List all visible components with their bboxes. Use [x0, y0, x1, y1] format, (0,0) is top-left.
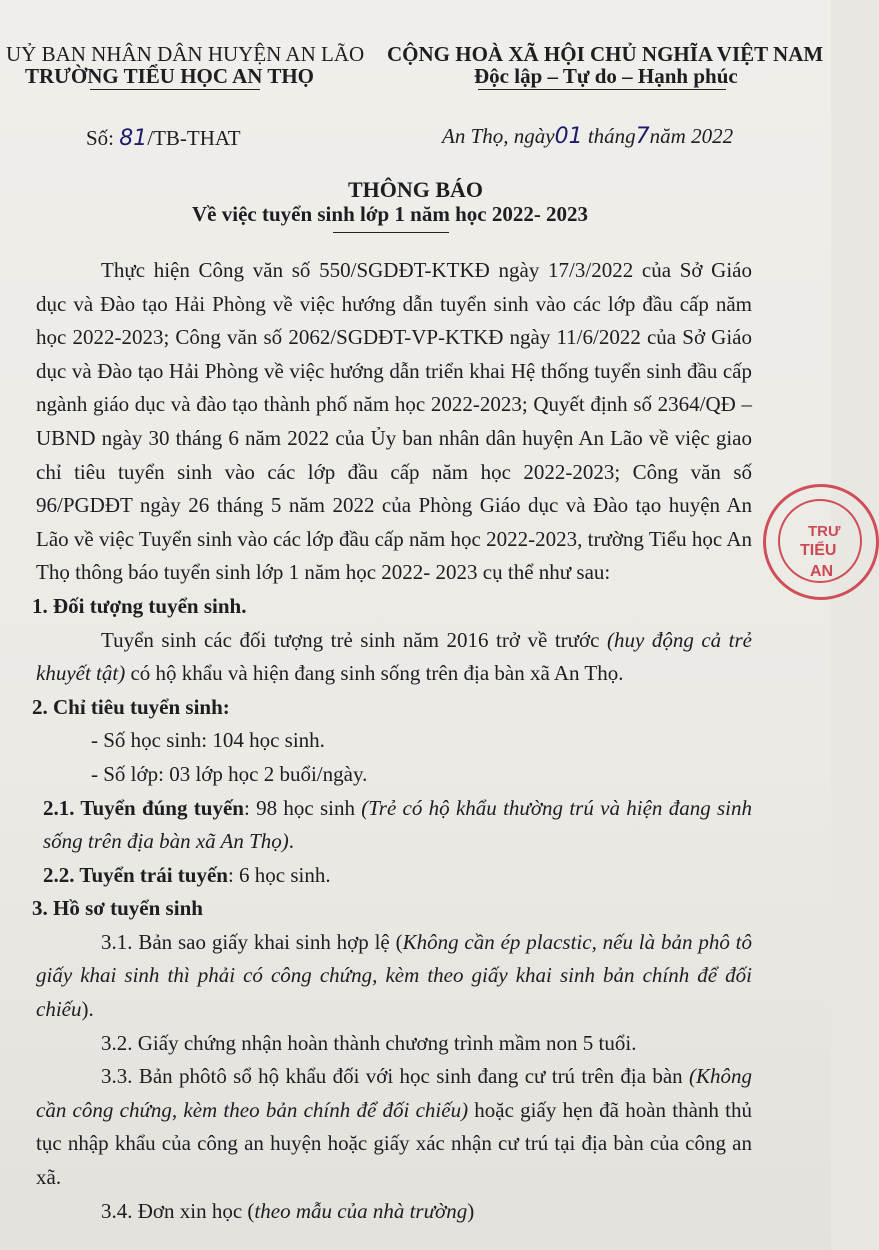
- s3-1-text-b: ).: [81, 997, 94, 1022]
- agency-name: UỶ BAN NHÂN DÂN HUYỆN AN LÃO: [6, 42, 365, 66]
- s3-1-italic: Không cần ép placstic, nếu là bản phô tô giấy khai sinh thì phải có công chứng, kèm theo giấy khai sinh bản chính để đối chiếu: [36, 929, 752, 1022]
- date-day-handwritten: 01: [554, 124, 583, 149]
- section-1-text: [36, 624, 752, 691]
- doc-date: [442, 124, 733, 149]
- s3-3-text-a: 3.3. Bản phôtô sổ hộ khẩu đối với học sinh đang cư trú trên địa bàn: [101, 1064, 689, 1089]
- section-1-heading: 1. Đối tượng tuyển sinh.: [32, 593, 247, 618]
- seal-text-2: TIỂU: [800, 542, 837, 559]
- s1-text-b: có hộ khẩu và hiện đang sinh sống trên địa bàn xã An Thọ.: [125, 661, 624, 686]
- s3-4-text-a: 3.4. Đơn xin học (: [101, 1198, 255, 1223]
- doc-subtitle: Về việc tuyển sinh lớp 1 năm học 2022- 2023: [192, 202, 589, 226]
- seal-text-3: AN: [810, 563, 834, 580]
- doc-title: THÔNG BÁO: [347, 177, 484, 202]
- doc-number-prefix: Số:: [86, 126, 120, 150]
- school-name-underline: [90, 89, 260, 90]
- s2-1-italic: (Trẻ có hộ khẩu thường trú và hiện đang sinh sống trên địa bàn xã An Thọ): [43, 795, 752, 854]
- s3-2-paragraph: 3.2. Giấy chứng nhận hoàn thành chương trình mầm non 5 tuổi.: [101, 1030, 637, 1055]
- date-place: An Thọ, ngày: [442, 124, 555, 148]
- s1-text-italic: (huy động cả trẻ khuyết tật): [36, 627, 753, 686]
- s2-2-text: : 6 học sinh.: [227, 862, 331, 887]
- subtitle-underline: [333, 232, 449, 233]
- doc-number-handwritten: 81: [119, 126, 148, 151]
- s1-text-a: Tuyển sinh các đối tượng trẻ sinh năm 2016 trở về trước: [101, 627, 607, 652]
- doc-number-suffix: /TB-THAT: [147, 126, 241, 150]
- s2-2-paragraph: [36, 859, 752, 893]
- s3-4-paragraph: [36, 1195, 752, 1229]
- section-2-heading: 2. Chỉ tiêu tuyển sinh:: [32, 694, 230, 719]
- intro-paragraph: Thực hiện Công văn số 550/SGDĐT-KTKĐ ngày 17/3/2022 của Sở Giáo dục và Đào tạo Hải Phòng về việc hướng dẫn tuyển sinh vào các lớp đầu cấp năm học 2022-2023; Công văn số 2062/SGDĐT-VP-KTKĐ ngày 11/6/2022 của Sở Giáo dục và Đào tạo Hải Phòng về việc hướng dẫn triển khai Hệ thống tuyển sinh đầu cấp ngành giáo dục và đào tạo thành phố năm học 2022-2023; Quyết định số 2364/QĐ –UBND ngày 30 tháng 6 năm 2022 của Ủy ban nhân dân huyện An Lão về việc giao chỉ tiêu tuyển sinh vào các lớp đầu cấp năm học 2022-2023; Công văn số 96/PGDĐT ngày 26 tháng 5 năm 2022 của Phòng Giáo dục và Đào tạo huyện An Lão về việc Tuyển sinh vào các lớp đầu cấp năm học 2022-2023, trường Tiểu học An Thọ thông báo tuyển sinh lớp 1 năm học 2022- 2023 cụ thể như sau:: [36, 258, 752, 585]
- doc-body: [32, 254, 753, 1228]
- s2-1-paragraph: [36, 792, 752, 859]
- seal-text-1: TRƯ: [808, 523, 841, 540]
- national-title: CỘNG HOÀ XÃ HỘI CHỦ NGHĨA VIỆT NAM: [387, 42, 824, 66]
- s3-4-italic: theo mẫu của nhà trường: [254, 1198, 468, 1223]
- official-seal-stamp: [763, 484, 879, 600]
- s3-3-italic: (Không cần công chứng, kèm theo bản chính để đối chiếu): [36, 1064, 752, 1122]
- date-year: năm 2022: [649, 124, 734, 148]
- motto-underline: [478, 89, 726, 90]
- s3-1-text-a: 3.1. Bản sao giấy khai sinh hợp lệ (: [101, 929, 403, 954]
- doc-number: [86, 126, 241, 151]
- s2-1-label: 2.1. Tuyển đúng tuyến: [43, 795, 244, 820]
- s2-item-students: - Số học sinh: 104 học sinh.: [91, 728, 325, 753]
- section-3-heading: 3. Hồ sơ tuyển sinh: [32, 896, 203, 921]
- s2-item-classes: - Số lớp: 03 lớp học 2 buổi/ngày.: [91, 761, 368, 786]
- date-month-label: tháng: [587, 124, 636, 148]
- s2-1-end: .: [288, 829, 295, 854]
- s3-4-text-b: ): [467, 1198, 475, 1223]
- school-name: TRƯỜNG TIỂU HỌC AN THỌ: [25, 64, 314, 88]
- national-motto: Độc lập – Tự do – Hạnh phúc: [474, 64, 738, 88]
- date-month-handwritten: 7: [635, 124, 650, 149]
- s3-3-text-b: hoặc giấy hẹn đã hoàn thành thủ tục nhập khẩu của công an huyện hoặc giấy xác nhận cư trú tại địa bàn của công an xã.: [36, 1097, 752, 1190]
- s2-2-label: 2.2. Tuyển trái tuyến: [43, 862, 228, 887]
- s3-3-paragraph: [36, 1060, 752, 1194]
- s2-1-text: : 98 học sinh: [243, 795, 362, 820]
- s3-1-paragraph: [36, 926, 752, 1027]
